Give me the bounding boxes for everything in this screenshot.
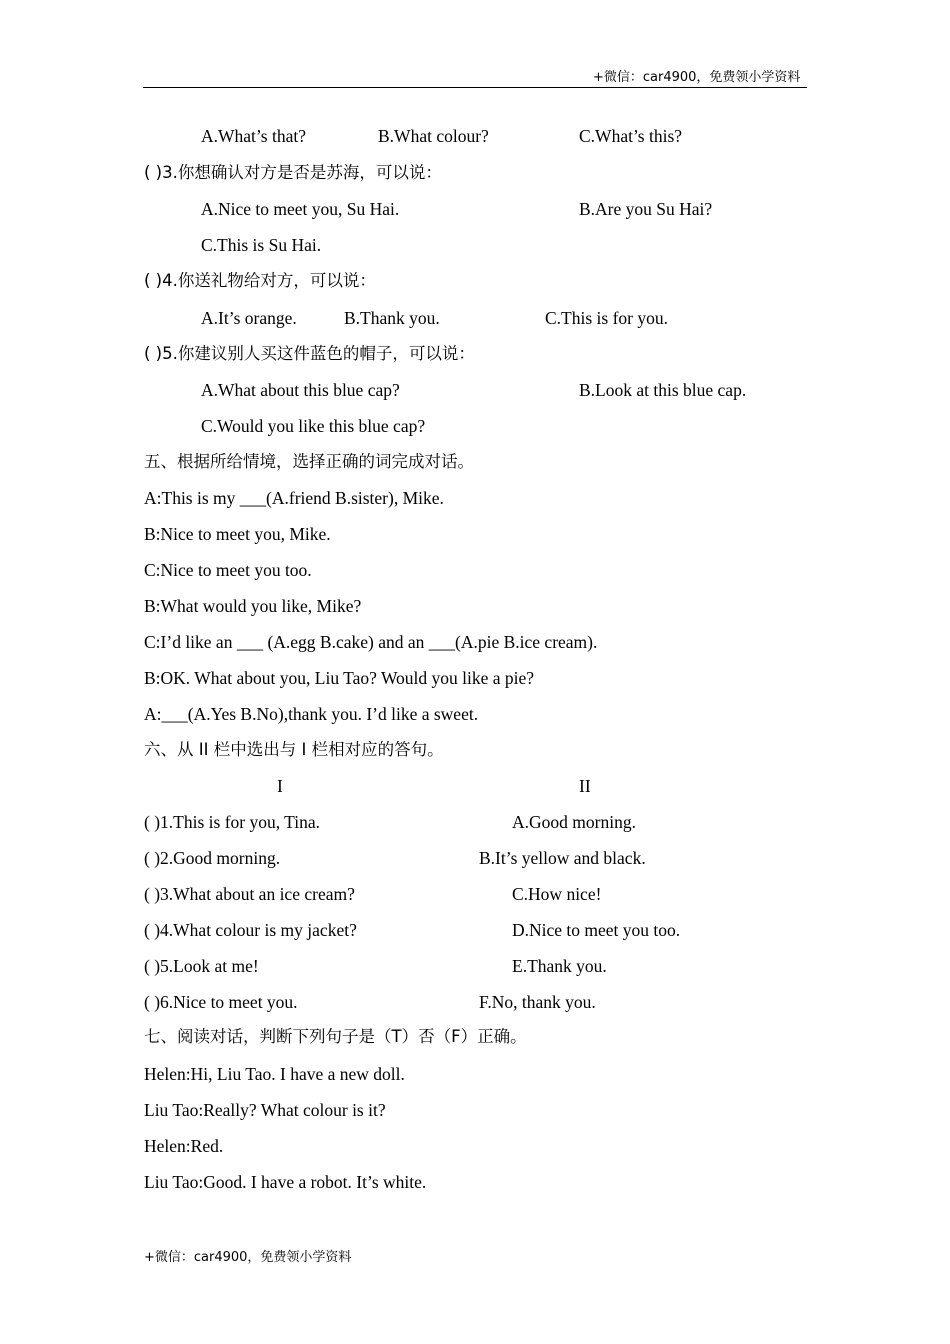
header-rule (143, 87, 807, 88)
dialogue-line: A:___(A.Yes B.No),thank you. I’d like a sweet. (144, 704, 479, 724)
section7-title: 七、阅读对话，判断下列句子是（T）否（F）正确。 (144, 1027, 527, 1046)
match-right-item: F.No, thank you. (479, 992, 596, 1012)
q5-option-c: C.Would you like this blue cap? (201, 416, 426, 436)
q2-option-c: C.What’s this? (579, 126, 683, 146)
dialogue-line: C:Nice to meet you too. (144, 560, 312, 580)
dialogue-line: B:Nice to meet you, Mike. (144, 524, 331, 544)
column-ii-heading: II (579, 776, 591, 796)
q5-option-b: B.Look at this blue cap. (579, 380, 747, 400)
q3-option-b: B.Are you Su Hai? (579, 199, 713, 219)
reading-line: Helen:Hi, Liu Tao. I have a new doll. (144, 1064, 405, 1084)
column-i-heading: I (277, 776, 283, 796)
dialogue-line: B:OK. What about you, Liu Tao? Would you like a pie? (144, 668, 535, 688)
dialogue-line: C:I’d like an ___ (A.egg B.cake) and an ___(A.pie B.ice cream). (144, 632, 598, 652)
match-left-item: ( )1.This is for you, Tina. (144, 812, 320, 832)
match-right-item: E.Thank you. (512, 956, 607, 976)
match-right-item: C.How nice! (512, 884, 602, 904)
match-left-item: ( )5.Look at me! (144, 956, 259, 976)
match-right-item: A.Good morning. (512, 812, 636, 832)
match-right-item: D.Nice to meet you too. (512, 920, 681, 940)
reading-line: Helen:Red. (144, 1136, 224, 1156)
q4-stem: ( )4.你送礼物给对方，可以说： (144, 271, 376, 290)
section6-title: 六、从 II 栏中选出与 I 栏相对应的答句。 (144, 740, 444, 759)
dialogue-line: A:This is my ___(A.friend B.sister), Mike. (144, 488, 444, 508)
section5-title: 五、根据所给情境，选择正确的词完成对话。 (144, 452, 474, 471)
reading-line: Liu Tao:Really? What colour is it? (144, 1100, 386, 1120)
q4-option-a: A.It’s orange. (201, 308, 297, 328)
match-left-item: ( )6.Nice to meet you. (144, 992, 298, 1012)
page-header: +微信：car4900，免费领小学资料 (593, 70, 801, 85)
q4-option-b: B.Thank you. (344, 308, 440, 328)
match-right-item: B.It’s yellow and black. (479, 848, 646, 868)
q2-option-b: B.What colour? (378, 126, 489, 146)
dialogue-line: B:What would you like, Mike? (144, 596, 362, 616)
q5-option-a: A.What about this blue cap? (201, 380, 400, 400)
q3-option-c: C.This is Su Hai. (201, 235, 322, 255)
q2-option-a: A.What’s that? (201, 126, 306, 146)
q3-stem: ( )3.你想确认对方是否是苏海，可以说： (144, 163, 442, 182)
reading-line: Liu Tao:Good. I have a robot. It’s white. (144, 1172, 427, 1192)
q5-stem: ( )5.你建议别人买这件蓝色的帽子，可以说： (144, 344, 475, 363)
match-left-item: ( )3.What about an ice cream? (144, 884, 355, 904)
q4-option-c: C.This is for you. (545, 308, 668, 328)
page-footer: +微信：car4900，免费领小学资料 (144, 1250, 352, 1265)
match-left-item: ( )2.Good morning. (144, 848, 281, 868)
q3-option-a: A.Nice to meet you, Su Hai. (201, 199, 400, 219)
match-left-item: ( )4.What colour is my jacket? (144, 920, 357, 940)
